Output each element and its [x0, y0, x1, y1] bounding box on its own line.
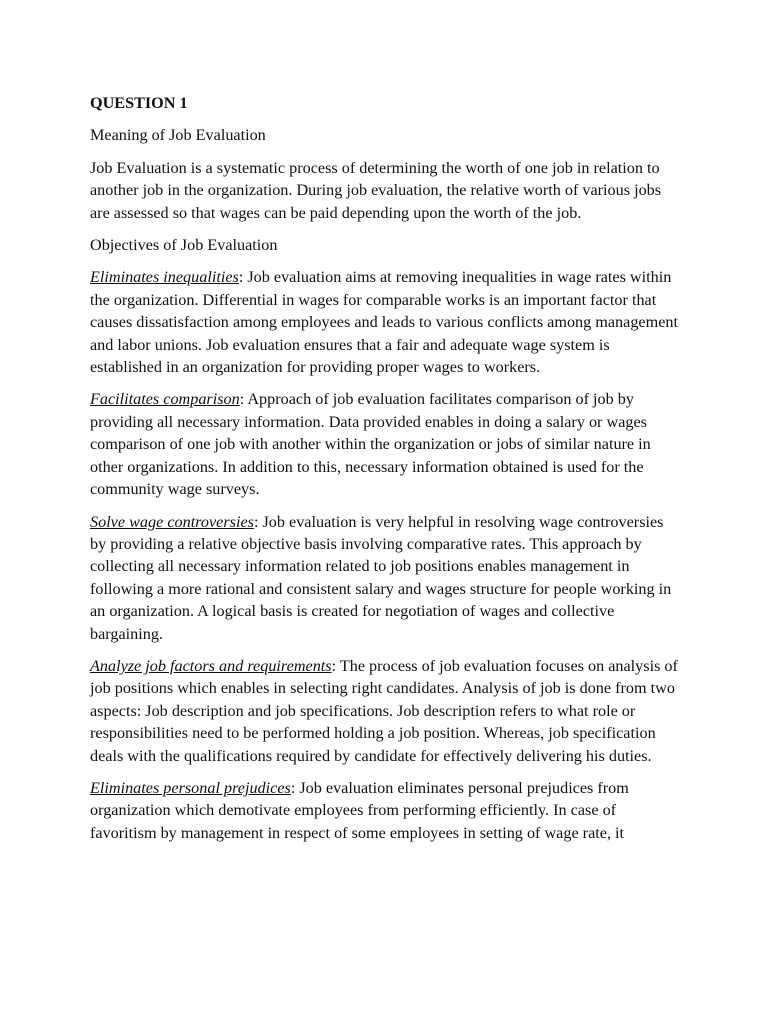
question-title: QUESTION 1 [90, 94, 188, 112]
objective-paragraph [90, 777, 682, 844]
objective-term: Analyze job factors and requirements [90, 656, 332, 675]
objective-paragraph [90, 266, 682, 378]
objective-term: Solve wage controversies [90, 512, 254, 531]
objective-text: : Approach of job evaluation facilitates comparison of job by providing all necessary information. Data provided enables in doing a salary or wages comparison of one job with another within the organization or jobs of similar nature in other organizations. In addition to this, necessary information obtained is used for the community wage surveys. [90, 390, 651, 499]
objective-text: : Job evaluation is very helpful in resolving wage controversies by providing a relative objective basis involving comparative rates. This approach by collecting all necessary information related to job positions enables management in following a more rational and consistent salary and wages structure for people working in an organization. A logical basis is created for negotiation of wages and collective bargaining. [90, 512, 672, 643]
objective-paragraph [90, 511, 682, 645]
objective-term: Eliminates personal prejudices [90, 778, 291, 797]
objective-text: : Job evaluation aims at removing inequalities in wage rates within the organization. Differential in wages for comparable works is an important factor that causes dissatisfaction among employees and leads to various conflicts among management and labor unions. Job evaluation ensures that a fair and adequate wage system is established in an organization for providing proper wages to workers. [90, 268, 678, 377]
objective-term: Facilitates comparison [90, 390, 240, 409]
objective-paragraph [90, 388, 682, 500]
objective-text: : Job evaluation eliminates personal prejudices from organization which demotivate employees from performing efficiently. In case of favoritism by management in respect of some employees in setting of wage rate, it [90, 778, 629, 842]
objectives-heading: Objectives of Job Evaluation [90, 236, 278, 255]
objective-paragraph [90, 655, 682, 767]
objective-term: Eliminates inequalities [90, 268, 239, 287]
document-page [90, 92, 682, 854]
objective-text: : The process of job evaluation focuses on analysis of job positions which enables in selecting right candidates. Analysis of job is done from two aspects: Job description and job specifications. Job description refers to what role or responsibilities need to be performed holding a job position. Whereas, job specification deals with the qualifications required by candidate for effectively delivering his duties. [90, 656, 678, 765]
meaning-heading: Meaning of Job Evaluation [90, 126, 266, 145]
meaning-paragraph: Job Evaluation is a systematic process of determining the worth of one job in relation to another job in the organization. During job evaluation, the relative worth of various jobs are assessed so that wages can be paid depending upon the worth of the job. [90, 158, 662, 222]
